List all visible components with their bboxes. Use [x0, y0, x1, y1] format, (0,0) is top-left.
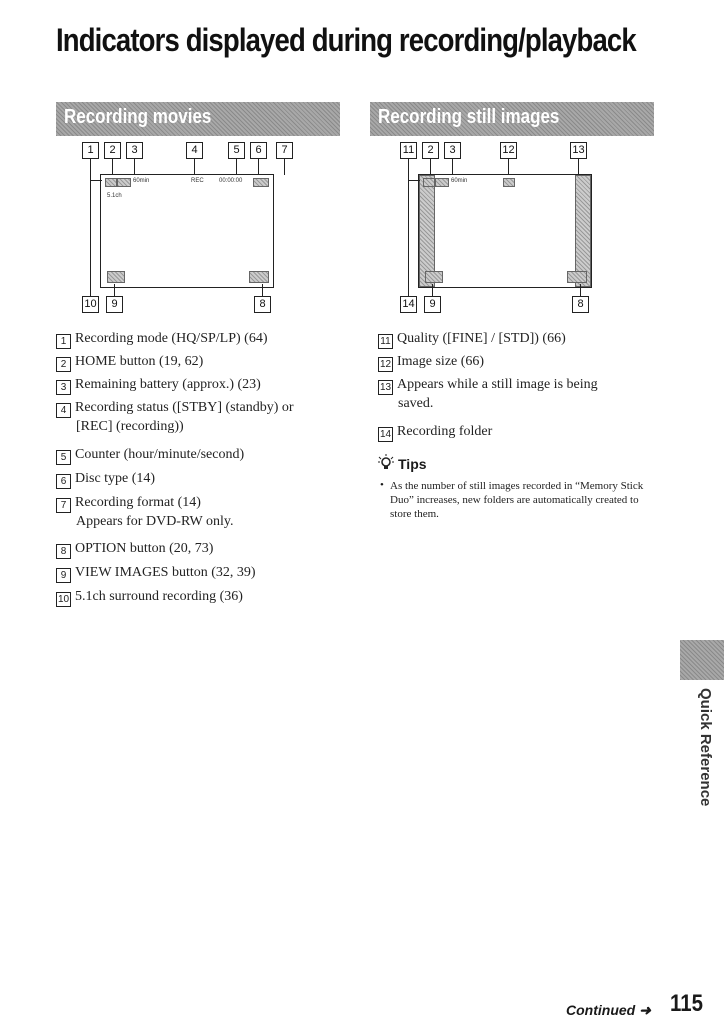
still-screen-diagram: [396, 142, 636, 314]
list-item: [56, 540, 213, 559]
item-number: 14: [379, 429, 392, 440]
leader-line: [194, 159, 195, 175]
callout-number: 2: [104, 142, 121, 159]
list-item: [56, 353, 203, 372]
item-continuation: Appears for DVD-RW only.: [76, 514, 234, 529]
item-text: HOME button (19, 62): [75, 354, 204, 369]
quality-icon: [423, 178, 435, 187]
item-number: 5: [56, 450, 71, 465]
side-tab-label: Quick Reference: [697, 688, 714, 807]
item-number: 10: [57, 594, 70, 605]
item-text: Remaining battery (approx.) (23): [75, 377, 261, 392]
item-text: Recording format (14): [75, 495, 201, 510]
list-item: [56, 588, 243, 607]
list-item: [378, 376, 598, 412]
leader-line: [236, 159, 237, 175]
battery-indicator: 60min: [451, 178, 468, 184]
item-text: VIEW IMAGES button (32, 39): [75, 565, 256, 580]
item-number: 2: [56, 357, 71, 372]
view-images-button-icon: [425, 271, 443, 283]
leader-line: [408, 159, 409, 181]
callout-number: 5: [228, 142, 245, 159]
bullet: •: [380, 479, 384, 491]
section-heading-text: Recording still images: [378, 106, 560, 128]
leader-line: [90, 180, 91, 296]
counter-display: 00:00:00: [219, 178, 243, 184]
callout-number: 8: [572, 296, 589, 313]
item-number: 3: [56, 380, 71, 395]
leader-line: [408, 180, 420, 181]
callout-number: 6: [250, 142, 267, 159]
callout-number: 3: [444, 142, 461, 159]
leader-line: [284, 159, 285, 175]
item-text: Recording mode (HQ/SP/LP) (64): [75, 331, 268, 346]
battery-indicator: 60min: [133, 178, 150, 184]
item-text: Recording status ([STBY] (standby) or: [75, 400, 294, 415]
item-number: 12: [379, 359, 392, 370]
section-header-recording-still-images: [370, 102, 654, 136]
callout-number: 4: [186, 142, 203, 159]
movies-screen-diagram: [80, 142, 320, 314]
leader-line: [452, 159, 453, 175]
list-item: [56, 399, 294, 435]
list-item: [378, 353, 484, 372]
home-button-icon: [435, 178, 449, 187]
item-text: 5.1ch surround recording (36): [75, 589, 243, 604]
lcd-screen: [418, 174, 592, 288]
image-size-icon: [503, 178, 515, 187]
leader-line: [112, 159, 113, 175]
leader-line: [508, 159, 509, 175]
list-item: [56, 470, 155, 489]
leader-line: [408, 180, 409, 296]
recording-mode-icon: [105, 178, 117, 187]
continued-text: Continued: [566, 1002, 636, 1018]
leader-line: [262, 284, 263, 296]
callout-number: 8: [254, 296, 271, 313]
section-header-recording-movies: [56, 102, 340, 136]
callout-number: 7: [276, 142, 293, 159]
item-number: 11: [378, 334, 393, 349]
callout-number: 3: [126, 142, 143, 159]
page-title: Indicators displayed during recording/playback: [56, 22, 636, 58]
item-number: 13: [379, 382, 392, 393]
option-button-icon: [249, 271, 269, 283]
item-continuation: saved.: [398, 396, 434, 411]
callout-number: 13: [570, 142, 587, 159]
item-text: Appears while a still image is being: [397, 377, 598, 392]
callout-number: 9: [424, 296, 441, 313]
item-continuation: [REC] (recording)): [76, 419, 184, 434]
page-number: 115: [670, 990, 703, 1017]
item-text: OPTION button (20, 73): [75, 541, 214, 556]
lightbulb-icon: [378, 454, 394, 472]
leader-line: [258, 159, 259, 175]
section-heading-text: Recording movies: [64, 106, 212, 128]
list-item: [56, 494, 233, 530]
list-item: [56, 330, 267, 349]
list-item: [56, 564, 256, 583]
leader-line: [90, 159, 91, 181]
item-number: 9: [56, 568, 71, 583]
item-text: Recording folder: [397, 424, 493, 439]
arrow-right-icon: ➜: [639, 1002, 651, 1018]
item-text: Quality ([FINE] / [STD]) (66): [397, 331, 566, 346]
surround-indicator: 5.1ch: [107, 193, 122, 199]
list-item: [378, 423, 492, 442]
view-images-button-icon: [107, 271, 125, 283]
tips-text: As the number of still images recorded in “Memory Stick Duo” increases, new folders are automatically created to store them.: [390, 480, 644, 520]
tips-heading: Tips: [398, 456, 427, 472]
item-number: 4: [56, 403, 71, 418]
callout-number: 11: [400, 142, 417, 159]
item-text: Disc type (14): [75, 471, 156, 486]
leader-line: [432, 284, 433, 296]
item-number: 1: [56, 334, 71, 349]
item-text: Counter (hour/minute/second): [75, 447, 245, 462]
list-item: [56, 376, 261, 395]
leader-line: [90, 180, 102, 181]
callout-number: 2: [422, 142, 439, 159]
leader-line: [580, 284, 581, 296]
callout-number: 9: [106, 296, 123, 313]
callout-number: 10: [82, 296, 99, 313]
leader-line: [430, 159, 431, 175]
option-button-icon: [567, 271, 587, 283]
callout-number: 14: [400, 296, 417, 313]
leader-line: [134, 159, 135, 175]
leader-line: [114, 284, 115, 296]
home-button-icon: [117, 178, 131, 187]
item-number: 8: [56, 544, 71, 559]
disc-type-icon: [253, 178, 269, 187]
item-number: 6: [56, 474, 71, 489]
side-tab-marker: [680, 640, 724, 680]
list-item: [56, 446, 244, 465]
item-text: Image size (66): [397, 354, 485, 369]
continued-label: [566, 1002, 651, 1019]
recording-status: REC: [191, 178, 204, 184]
list-item: [378, 330, 566, 349]
callout-number: 12: [500, 142, 517, 159]
item-number: 7: [56, 498, 71, 513]
callout-number: 1: [82, 142, 99, 159]
lcd-screen: [100, 174, 274, 288]
